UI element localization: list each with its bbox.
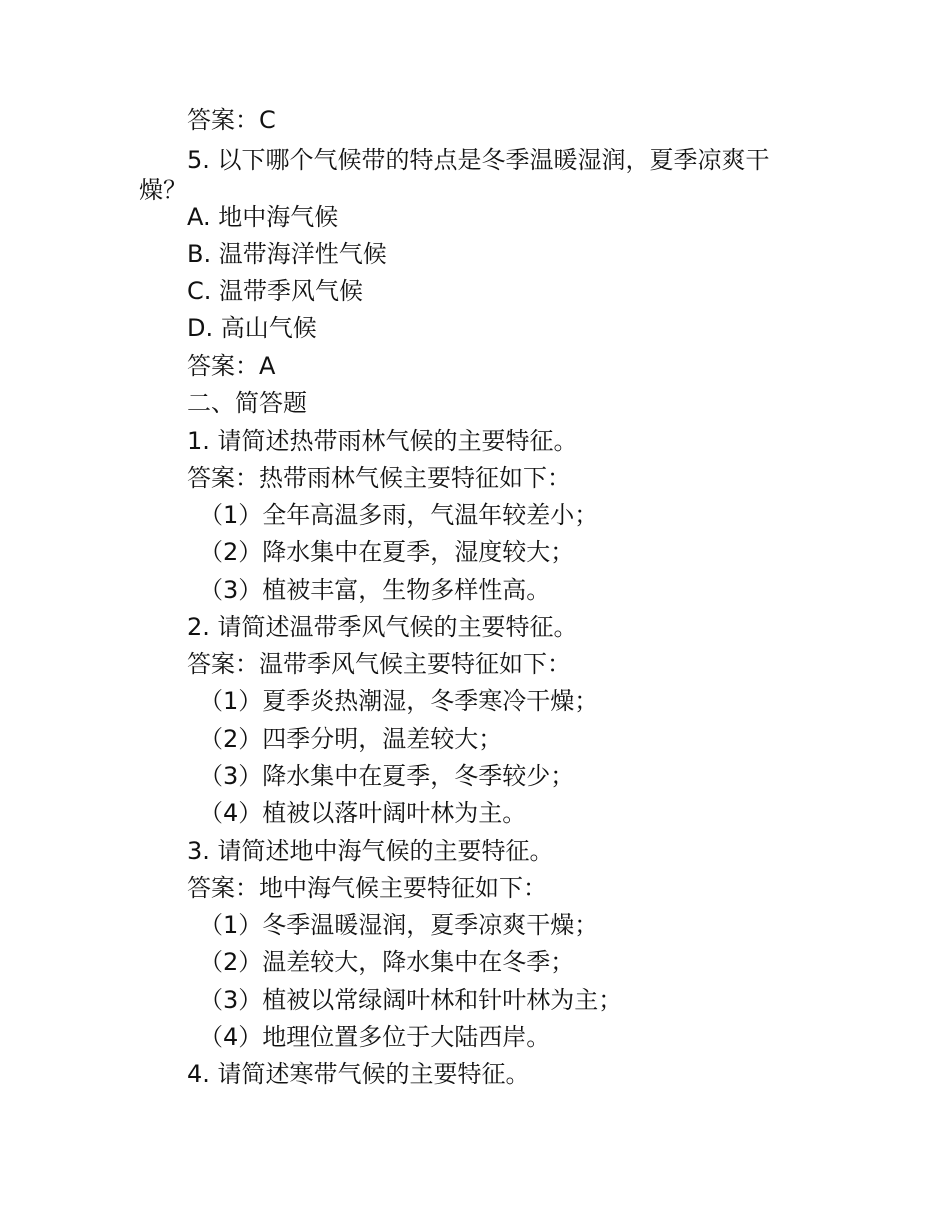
question-5-text: 5. 以下哪个气候带的特点是冬季温暖湿润，夏季凉爽干 — [187, 146, 770, 174]
option-a: A. 地中海气候 — [187, 203, 339, 231]
short-question-2: 2. 请简述温带季风气候的主要特征。 — [187, 613, 578, 641]
answer-3-point-3: （3）植被以常绿阔叶林和针叶林为主； — [199, 986, 623, 1014]
answer-3-point-2: （2）温差较大，降水集中在冬季； — [199, 948, 575, 976]
answer-3-point-4: （4）地理位置多位于大陆西岸。 — [199, 1023, 551, 1051]
answer-2-intro: 答案：温带季风气候主要特征如下： — [187, 650, 571, 678]
answer-3-intro: 答案：地中海气候主要特征如下： — [187, 874, 547, 902]
option-d: D. 高山气候 — [187, 314, 317, 342]
answer-2-point-2: （2）四季分明，温差较大； — [199, 725, 503, 753]
section-heading: 二、简答题 — [187, 389, 307, 417]
question-5-text-cont: 燥？ — [139, 176, 187, 204]
answer-1-point-1: （1）全年高温多雨，气温年较差小； — [199, 501, 599, 529]
short-question-3: 3. 请简述地中海气候的主要特征。 — [187, 837, 554, 865]
answer-1-point-2: （2）降水集中在夏季，湿度较大； — [199, 538, 575, 566]
short-question-4: 4. 请简述寒带气候的主要特征。 — [187, 1060, 530, 1088]
answer-1-intro: 答案：热带雨林气候主要特征如下： — [187, 464, 571, 492]
answer-2-point-3: （3）降水集中在夏季，冬季较少； — [199, 762, 575, 790]
answer-2-point-4: （4）植被以落叶阔叶林为主。 — [199, 799, 527, 827]
question-5 — [139, 145, 787, 205]
option-c: C. 温带季风气候 — [187, 277, 364, 305]
answer-1-point-3: （3）植被丰富，生物多样性高。 — [199, 576, 551, 604]
short-question-1: 1. 请简述热带雨林气候的主要特征。 — [187, 427, 578, 455]
answer-q5: 答案：A — [187, 352, 276, 380]
option-b: B. 温带海洋性气候 — [187, 240, 387, 268]
answer-3-point-1: （1）冬季温暖湿润，夏季凉爽干燥； — [199, 911, 599, 939]
answer-q4: 答案：C — [187, 106, 276, 134]
answer-2-point-1: （1）夏季炎热潮湿，冬季寒冷干燥； — [199, 687, 599, 715]
